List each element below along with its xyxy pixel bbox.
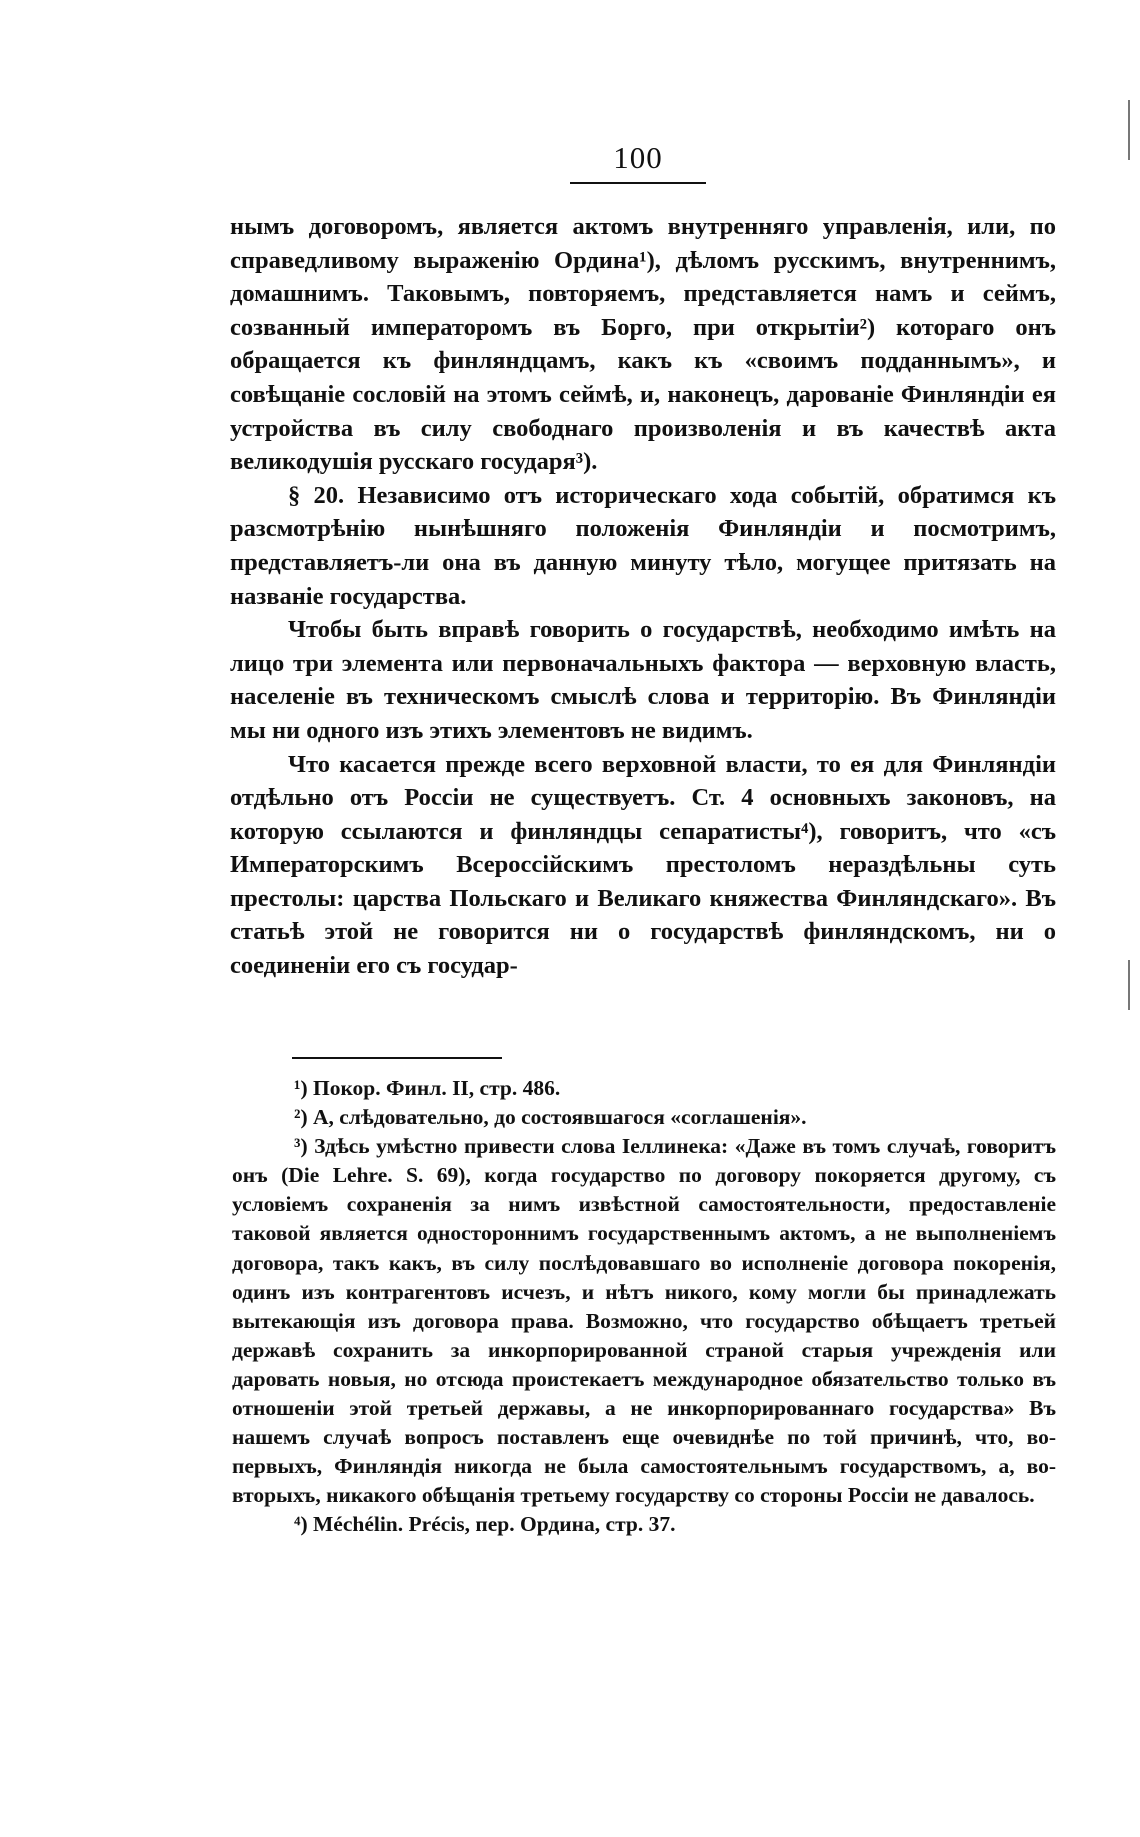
page-number-rule: [570, 182, 706, 184]
footnote-3: ³) Здѣсь умѣстно привести слова Іеллинека: «Даже въ томъ случаѣ, говоритъ онъ (Die Lehre. S. 69), когда государство по договору покоряется другому, съ условіемъ сохраненія за нимъ извѣстной самостоятельности, предоставленіе таковой является одностороннимъ государственнымъ актомъ, а не выполненіемъ договора, такъ какъ, въ силу послѣдовавшаго во исполненіе договора покоренія, одинъ изъ контрагентовъ исчезъ, и нѣтъ никого, кому могли бы принадлежать вытекающія изъ договора права. Возможно, что государство обѣщаетъ третьей державѣ сохранить за инкорпорированной страной старыя учрежденія или даровать новыя, но отсюда проистекаетъ международное обязательство только въ отношеніи этой третьей державы, а не инкорпорированнаго государства» Въ нашемъ случаѣ вопросъ поставленъ еще очевиднѣе по той причинѣ, что, во-первыхъ, Финляндія никогда не была самостоятельнымъ государствомъ, а, во-вторыхъ, никакого обѣщанія третьему государству со стороны Россіи не давалось.: [232, 1134, 1056, 1508]
footnote-1: ¹) Покор. Финл. II, стр. 486.: [294, 1076, 561, 1100]
footnote-2: ²) А, слѣдовательно, до состоявшагося «соглашенія».: [294, 1105, 807, 1130]
paragraph-section-20: § 20. Независимо отъ историческаго хода событій, обратимся къ разсмотрѣнію нынѣшняго положенія Финляндіи и посмотримъ, представляетъ-ли она въ данную минуту тѣло, могущее притязать на названіе государства.: [230, 481, 1056, 610]
footnote-separator: [292, 1057, 502, 1059]
main-text: [230, 210, 1056, 983]
scan-edge-mark-lower: [1128, 960, 1130, 1010]
page-number: 100: [613, 140, 663, 175]
footnotes: [232, 1074, 1056, 1540]
paragraph-continued: нымъ договоромъ, является актомъ внутренняго управленія, или, по справедливому выраженію Ордина¹), дѣломъ русскимъ, внутреннимъ, домашнимъ. Таковымъ, повторяемъ, представляется намъ и сеймъ, созванный императоромъ въ Борго, при открытіи²) котораго онъ обращается къ финляндцамъ, какъ къ «своимъ подданнымъ», и совѣщаніе сословій на этомъ сеймѣ, и, наконецъ, дарованіе Финляндіи ея устройства въ силу свободнаго произволенія и въ качествѣ акта великодушія русскаго государя³).: [230, 213, 1056, 476]
paragraph-supreme-power: Что касается прежде всего верховной власти, то ея для Финляндіи отдѣльно отъ Россіи не существуетъ. Ст. 4 основныхъ законовъ, на которую ссылаются и финляндцы сепаратисты⁴), говоритъ, что «съ Императорскимъ Всероссійскимъ престоломъ нераздѣльны суть престолы: царства Польскаго и Великаго княжества Финляндскаго». Въ статьѣ этой не говорится ни о государствѣ финляндскомъ, ни о соединеніи его съ государ-: [230, 750, 1056, 980]
scan-edge-mark: [1128, 100, 1130, 160]
paragraph-state-elements: Чтобы быть вправѣ говорить о государствѣ, необходимо имѣть на лицо три элемента или первоначальныхъ фактора — верховную власть, населеніе въ техническомъ смыслѣ слова и территорію. Въ Финляндіи мы ни одного изъ этихъ элементовъ не видимъ.: [230, 616, 1056, 744]
footnote-4: ⁴) Méchélin. Précis, пер. Ордина, стр. 37.: [294, 1512, 676, 1537]
